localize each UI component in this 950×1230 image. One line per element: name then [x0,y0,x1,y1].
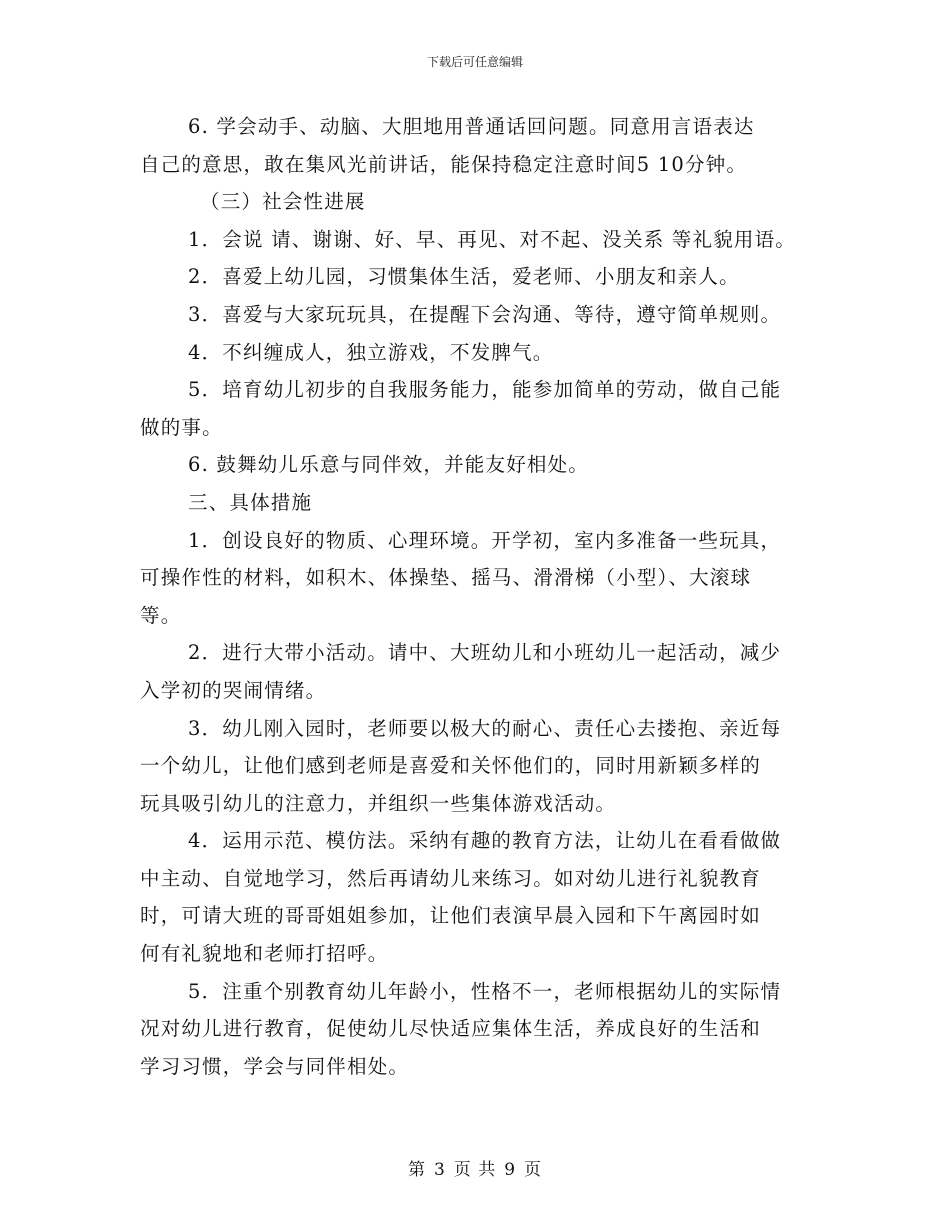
paragraph-line: 时，可请大班的哥哥姐姐参加，让他们表演早晨入园和下午离园时如 [140,904,762,928]
current-page-number: 3 [433,1160,446,1180]
paragraph-line: 1．创设良好的物质、心理环境。开学初，室内多准备一些玩具， [188,528,782,552]
paragraph-line: 可操作性的材料，如积木、体操垫、摇马、滑滑梯（小型）、大滚球 [140,566,752,590]
paragraph-line: 等。 [140,603,182,627]
paragraph-line: 做的事。 [140,415,223,439]
paragraph-line: 自己的意思，敢在集风光前讲话，能保持稳定注意时间5 10分钟。 [140,152,748,176]
paragraph-line: 6. 鼓舞幼儿乐意与同伴效，并能友好相处。 [188,453,590,477]
paragraph-line: 4．不纠缠成人，独立游戏，不发脾气。 [188,340,554,364]
page-header: 下载后可任意编辑 [426,55,523,69]
section-heading: 三、具体措施 [188,490,313,514]
paragraph-line: 况对幼儿进行教育，促使幼儿尽快适应集体生活，养成良好的生活和 [140,1017,762,1041]
page-footer [0,1155,950,1180]
paragraph-line: 何有礼貌地和老师打招呼。 [140,942,389,966]
paragraph-line: 玩具吸引幼儿的注意力，并组织一些集体游戏活动。 [140,791,617,815]
paragraph-line: 一个幼儿，让他们感到老师是喜爱和关怀他们的，同时用新颖多样的 [140,754,762,778]
paragraph-line: 3．幼儿刚入园时，老师要以极大的耐心、责任心去搂抱、亲近每 [188,716,782,740]
paragraph-line: 中主动、自觉地学习，然后再请幼儿来练习。如对幼儿进行礼貌教育 [140,866,762,890]
paragraph-line: 5．培育幼儿初步的自我服务能力，能参加简单的劳动，做自己能 [188,378,782,402]
paragraph-line: 2．进行大带小活动。请中、大班幼儿和小班幼儿一起活动，减少 [188,641,782,665]
footer-middle: 页 共 [453,1160,497,1180]
footer-prefix: 第 [407,1160,426,1180]
paragraph-line: 1．会说 请、谢谢、好、早、再见、对不起、没关系 等礼貌用语。 [188,227,797,251]
document-body [140,108,820,1085]
paragraph-line: 3．喜爱与大家玩玩具，在提醒下会沟通、等待，遵守简单规则。 [188,302,782,326]
paragraph-line: 学习习惯，学会与同伴相处。 [140,1054,410,1078]
paragraph-line: 6. 学会动手、动脑、大胆地用普通话回问题。同意用言语表达 [188,115,755,138]
total-pages-number: 9 [504,1160,517,1180]
paragraph-line: 入学初的哭闹情绪。 [140,678,327,702]
footer-suffix: 页 [524,1160,543,1180]
paragraph-line: 5．注重个别教育幼儿年龄小，性格不一，老师根据幼儿的实际情 [188,979,782,1003]
section-heading: （三）社会性进展 [200,190,366,214]
paragraph-line: 4．运用示范、模仿法。采纳有趣的教育方法，让幼儿在看看做做 [188,829,782,853]
paragraph-line: 2．喜爱上幼儿园，习惯集体生活，爱老师、小朋友和亲人。 [188,265,740,289]
